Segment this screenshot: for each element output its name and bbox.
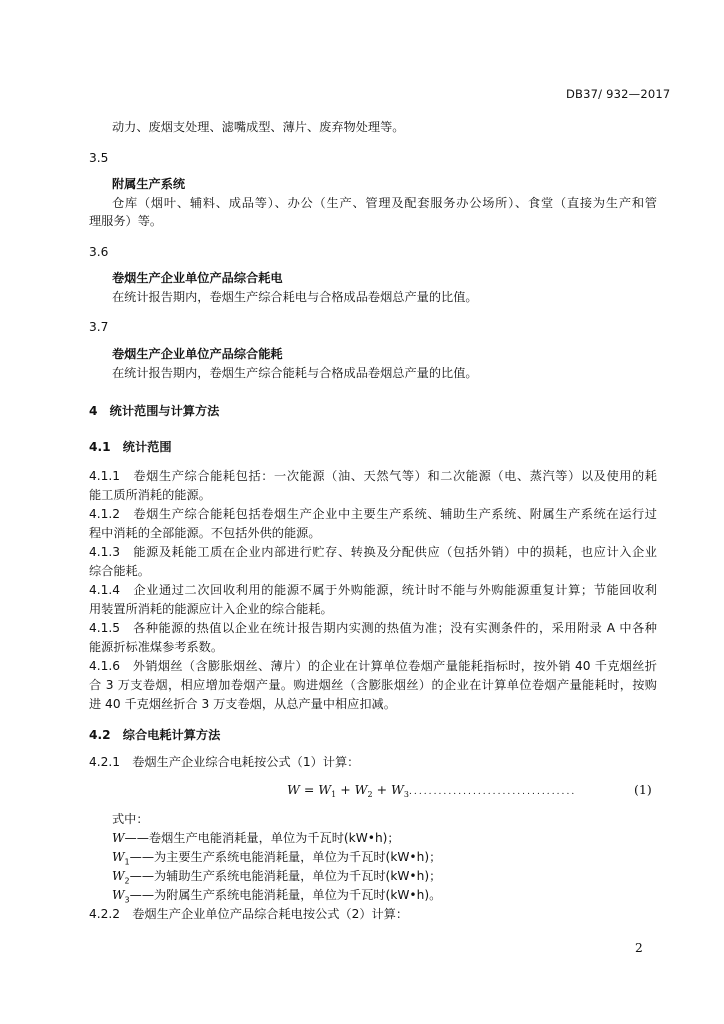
clause-line: 合 3 万支卷烟，相应增加卷烟产量。购进烟丝（含膨胀烟丝）的企业在计算单位卷烟产量能耗时，按购	[89, 678, 657, 692]
where-symbol: W	[112, 831, 125, 845]
clause-line: 4.1.6 外销烟丝（含膨胀烟丝、薄片）的企业在计算单位卷烟产量能耗指标时，按外销 40 千克烟丝折	[89, 659, 657, 673]
subsection-heading: 4.1 统计范围	[89, 440, 172, 454]
subsection-heading: 4.2 综合电耗计算方法	[89, 728, 221, 742]
clause-line: 4.1.5 各种能源的热值以企业在统计报告期内实测的热值为准；没有实测条件的，采用附录 A 中各种	[89, 621, 657, 635]
standard-code: DB37/ 932—2017	[566, 87, 671, 101]
clause-line: 综合能耗。	[89, 564, 150, 578]
clause-number: 3.6	[89, 245, 109, 259]
formula-term: W	[354, 782, 368, 797]
clause-number: 3.7	[89, 320, 109, 334]
where-description: ——为辅助生产系统电能消耗量，单位为千瓦时(kW•h)；	[129, 869, 442, 883]
where-description: ——为附属生产系统电能消耗量，单位为千瓦时(kW•h)。	[129, 888, 442, 902]
definition-line: 理服务）等。	[89, 214, 163, 228]
clause-line: 能源折标准煤参考系数。	[89, 640, 224, 654]
formula-lhs: W	[287, 782, 300, 797]
section-heading: 4 统计范围与计算方法	[89, 404, 220, 418]
where-label: 式中：	[112, 812, 149, 826]
clause-line: 4.1.4 企业通过二次回收利用的能源不属于外购能源，统计时不能与外购能源重复计算；节能回收利	[89, 583, 657, 597]
paragraph-line: 动力、废烟支处理、滤嘴成型、薄片、废弃物处理等。	[112, 120, 405, 134]
clause-line: 能工质所消耗的能源。	[89, 488, 211, 502]
term-heading: 卷烟生产企业单位产品综合能耗	[112, 347, 283, 361]
formula-1	[287, 782, 574, 802]
where-subscript: 1	[124, 857, 130, 867]
formula-subscript: 1	[331, 790, 337, 799]
formula-term: W	[318, 782, 332, 797]
where-item	[112, 831, 400, 850]
where-symbol: W	[112, 869, 125, 883]
term-heading: 卷烟生产企业单位产品综合耗电	[112, 271, 283, 285]
where-symbol: W	[112, 850, 125, 864]
formula-equals: =	[299, 782, 319, 797]
definition-line: 仓库（烟叶、辅料、成品等）、办公（生产、管理及配套服务办公场所）、食堂（直接为生产和管	[112, 196, 657, 210]
definition-text: 在统计报告期内，卷烟生产综合耗电与合格成品卷烟总产量的比值。	[112, 290, 478, 304]
formula-number: (1)	[634, 782, 652, 797]
page-number: 2	[635, 941, 643, 955]
where-item	[112, 888, 441, 907]
where-description: ——为主要生产系统电能消耗量，单位为千瓦时(kW•h)；	[129, 850, 442, 864]
definition-text: 在统计报告期内，卷烟生产综合能耗与合格成品卷烟总产量的比值。	[112, 366, 478, 380]
formula-subscript: 2	[367, 790, 373, 799]
clause-text: 4.2.1 卷烟生产企业综合电耗按公式（1）计算：	[89, 755, 360, 769]
where-item	[112, 869, 441, 888]
where-subscript: 2	[124, 876, 130, 886]
formula-plus: +	[336, 782, 355, 797]
where-subscript: 3	[124, 895, 130, 905]
clause-text: 4.2.2 卷烟生产企业单位产品综合耗电按公式（2）计算：	[89, 907, 409, 921]
clause-line: 4.1.2 卷烟生产综合能耗包括卷烟生产企业中主要生产系统、辅助生产系统、附属生产系统在运行过	[89, 507, 657, 521]
where-item	[112, 850, 441, 869]
formula-leader-dots: . . . . . . . . . . . . . . . . . . . . . . . . . . . . . . . . . .	[408, 787, 574, 797]
clause-line: 4.1.1 卷烟生产综合能耗包括：一次能源（油、天然气等）和二次能源（电、蒸汽等）以及使用的耗	[89, 469, 657, 483]
clause-line: 用装置所消耗的能源应计入企业的综合能耗。	[89, 602, 333, 616]
clause-line: 4.1.3 能源及耗能工质在企业内部进行贮存、转换及分配供应（包括外销）中的损耗，也应计入企业	[89, 545, 657, 559]
formula-subscript: 3	[403, 790, 409, 799]
formula-term: W	[391, 782, 404, 797]
clause-line: 进 40 千克烟丝折合 3 万支卷烟，从总产量中相应扣减。	[89, 697, 396, 711]
formula-plus: +	[372, 782, 392, 797]
where-description: ——卷烟生产电能消耗量，单位为千瓦时(kW•h)；	[124, 831, 400, 845]
clause-line: 程中消耗的全部能源。不包括外供的能源。	[89, 526, 321, 540]
where-symbol: W	[112, 888, 125, 902]
term-heading: 附属生产系统	[112, 177, 186, 191]
clause-number: 3.5	[89, 151, 109, 165]
